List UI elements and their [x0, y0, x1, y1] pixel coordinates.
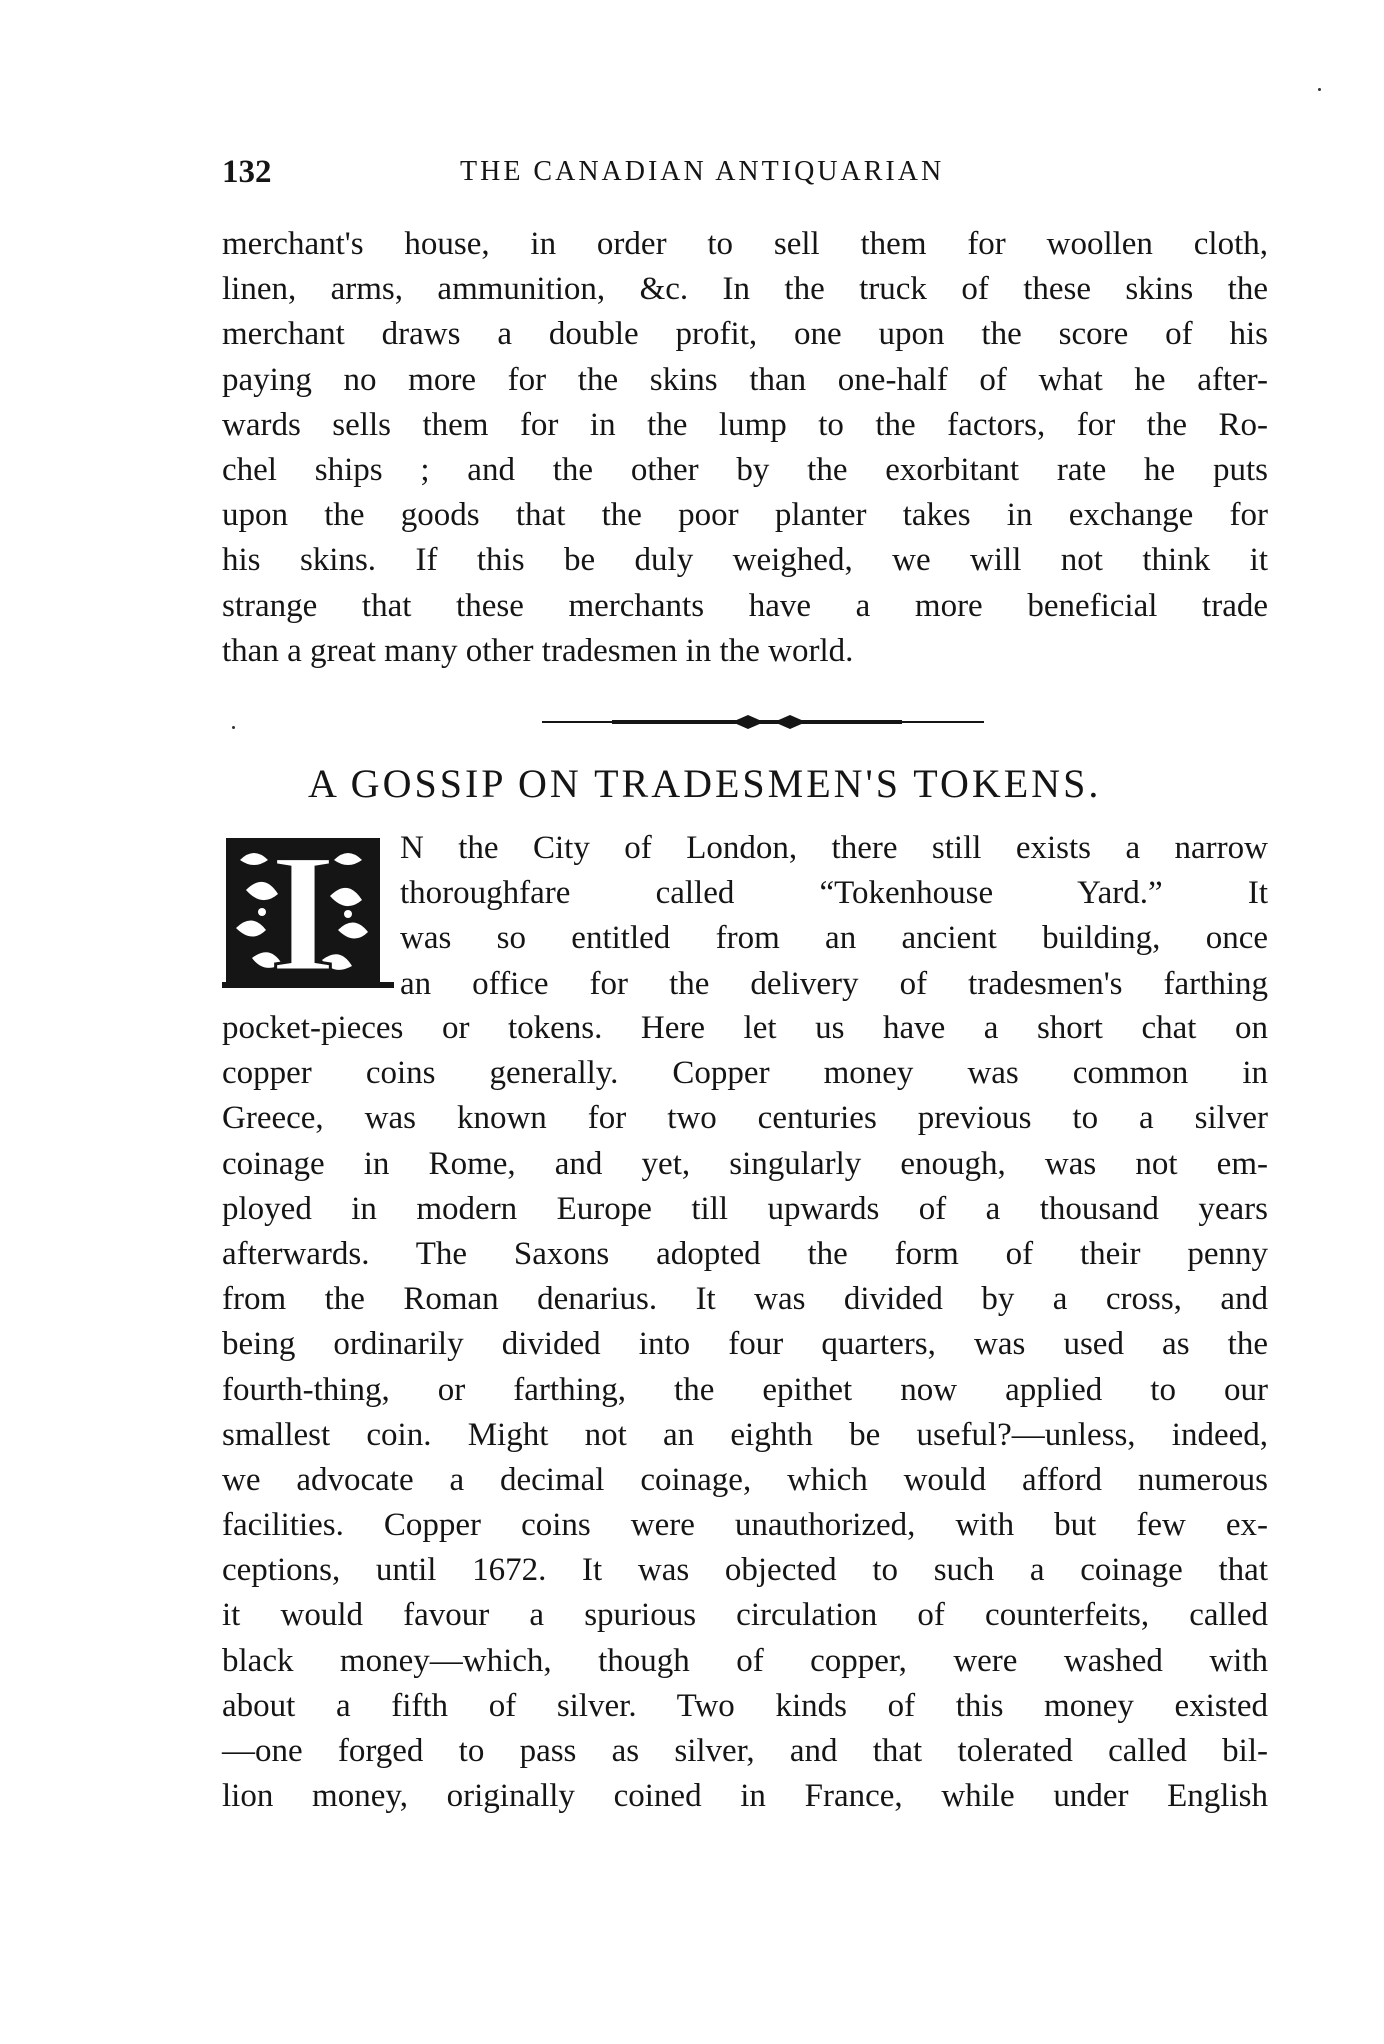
print-speck	[1318, 88, 1321, 91]
text-line: copper coins generally. Copper money was common in	[222, 1055, 1268, 1092]
text-line: black money—which, though of copper, were washed with	[222, 1642, 1268, 1679]
text-line: being ordinarily divided into four quarters, was used as the	[222, 1326, 1268, 1363]
text-line: strange that these merchants have a more beneficial trade	[222, 587, 1268, 624]
text-line: Greece, was known for two centuries previous to a silver	[222, 1100, 1268, 1137]
text-line: merchant's house, in order to sell them for woollen cloth,	[222, 226, 1268, 262]
page-number: 132	[222, 154, 272, 190]
text-line: about a fifth of silver. Two kinds of this money existed	[222, 1687, 1268, 1724]
text-line: lion money, originally coined in France, while under English	[222, 1778, 1268, 1815]
text-line: upon the goods that the poor planter takes in exchange for	[222, 497, 1268, 534]
text-line: chel ships ; and the other by the exorbitant rate he puts	[222, 451, 1268, 488]
text-line: thoroughfare called “Tokenhouse Yard.” It	[400, 875, 1268, 912]
text-line: paying no more for the skins than one-half of what he after-	[222, 361, 1268, 398]
section-body	[222, 1006, 1268, 1819]
text-line: from the Roman denarius. It was divided by a cross, and	[222, 1281, 1268, 1318]
text-line: an office for the delivery of tradesmen's farthing	[400, 965, 1268, 1002]
text-line: facilities. Copper coins were unauthorized, with but few ex-	[222, 1507, 1268, 1544]
section-heading: A GOSSIP ON TRADESMEN'S TOKENS.	[308, 761, 1102, 806]
dropcap-letter: I	[269, 830, 337, 996]
text-line: ceptions, until 1672. It was objected to such a coinage that	[222, 1552, 1268, 1589]
running-head	[222, 152, 1268, 200]
dropcap-lines	[400, 826, 1268, 1007]
running-title: THE CANADIAN ANTIQUARIAN	[460, 156, 945, 187]
text-line: we advocate a decimal coinage, which would afford numerous	[222, 1461, 1268, 1498]
text-line: was so entitled from an ancient building, once	[400, 920, 1268, 957]
text-line: linen, arms, ammunition, &c. In the truck of these skins the	[222, 271, 1268, 308]
text-line: merchant draws a double profit, one upon the score of his	[222, 316, 1268, 353]
floral-initial-icon	[222, 830, 394, 996]
text-line: wards sells them for in the lump to the factors, for the Ro-	[222, 406, 1268, 443]
text-line: than a great many other tradesmen in the world.	[222, 632, 854, 669]
text-line: smallest coin. Might not an eighth be useful?—unless, indeed,	[222, 1416, 1268, 1453]
text-line: N the City of London, there still exists a narrow	[400, 830, 1268, 866]
continued-paragraph	[222, 222, 1268, 674]
ornamental-rule-icon	[542, 710, 984, 734]
print-speck	[232, 726, 235, 729]
text-line: his skins. If this be duly weighed, we will not think it	[222, 542, 1268, 579]
text-line: coinage in Rome, and yet, singularly enough, was not em-	[222, 1145, 1268, 1182]
text-line: it would favour a spurious circulation of counterfeits, called	[222, 1597, 1268, 1634]
text-line: —one forged to pass as silver, and that tolerated called bil-	[222, 1733, 1268, 1769]
text-line: pocket-pieces or tokens. Here let us have a short chat on	[222, 1010, 1268, 1046]
text-line: fourth-thing, or farthing, the epithet now applied to our	[222, 1371, 1268, 1408]
text-line: ployed in modern Europe till upwards of a thousand years	[222, 1190, 1268, 1227]
text-line: afterwards. The Saxons adopted the form of their penny	[222, 1235, 1268, 1272]
